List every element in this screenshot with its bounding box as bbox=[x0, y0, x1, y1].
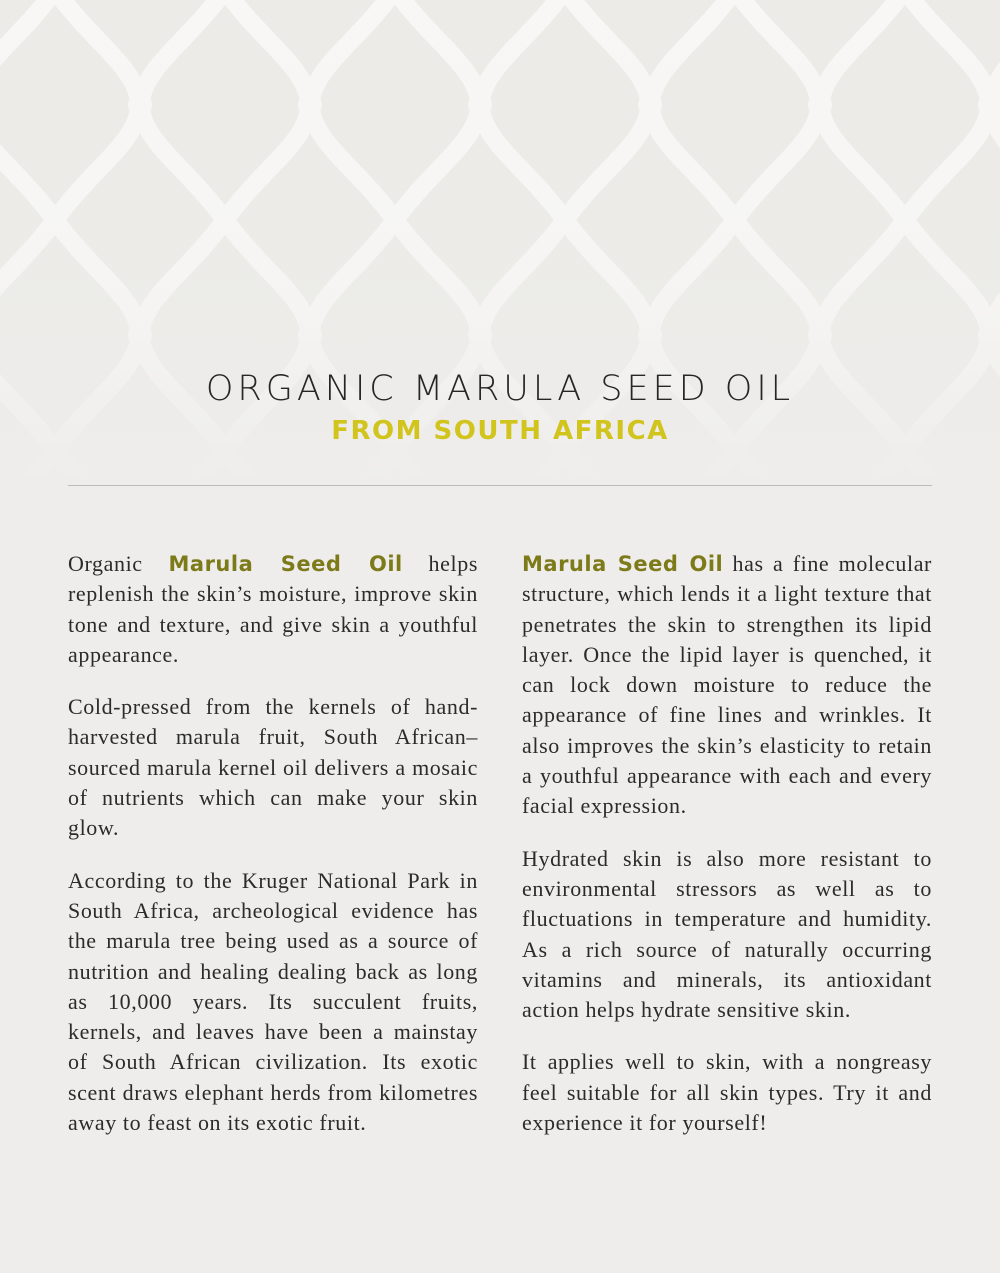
product-name-highlight: Marula Seed Oil bbox=[522, 552, 724, 576]
left-paragraph-1 bbox=[68, 549, 478, 670]
product-name-highlight: Marula Seed Oil bbox=[168, 552, 403, 576]
right-paragraph-1 bbox=[522, 549, 932, 822]
header bbox=[0, 366, 1000, 448]
left-column bbox=[68, 549, 478, 1160]
header-divider bbox=[68, 485, 932, 486]
page-title: ORGANIC MARULA SEED OIL bbox=[205, 369, 795, 409]
left-p1-after: helps replenish the skin’s moisture, improve skin tone and texture, and give skin a youthful appearance. bbox=[68, 551, 478, 667]
left-p1-before: Organic bbox=[68, 551, 169, 576]
left-paragraph-3: According to the Kruger National Park in South Africa, archeological evidence has the marula tree being used as a source of nutrition and healing dealing back as long as 10,000 years. Its succulent fruits, kernels, and leaves have been a mainstay of South African civilization. Its exotic scent draws elephant herds from kilometres away to feast on its exotic fruit. bbox=[68, 867, 478, 1136]
right-paragraph-2: Hydrated skin is also more resistant to environmental stressors as well as to fluctuations in temperature and humidity. As a rich source of naturally occurring vitamins and minerals, its antioxidant action helps hydrate sensitive skin. bbox=[522, 845, 932, 1023]
right-column bbox=[522, 549, 932, 1160]
right-paragraph-3: It applies well to skin, with a nongreasy feel suitable for all skin types. Try it and experience it for yourself! bbox=[522, 1049, 932, 1136]
right-p1-after: has a fine molecular structure, which lends it a light texture that penetrates the skin to strengthen its lipid layer. Once the lipid layer is quenched, it can lock down moisture to reduce the appearance of fine lines and wrinkles. It also improves the skin’s elasticity to retain a youthful appearance with each and every facial expression. bbox=[522, 551, 932, 819]
page-subtitle: FROM SOUTH AFRICA bbox=[331, 416, 669, 446]
left-paragraph-2: Cold-pressed from the kernels of hand-harvested marula fruit, South African–sourced marula kernel oil delivers a mosaic of nutrients which can make your skin glow. bbox=[68, 694, 478, 841]
